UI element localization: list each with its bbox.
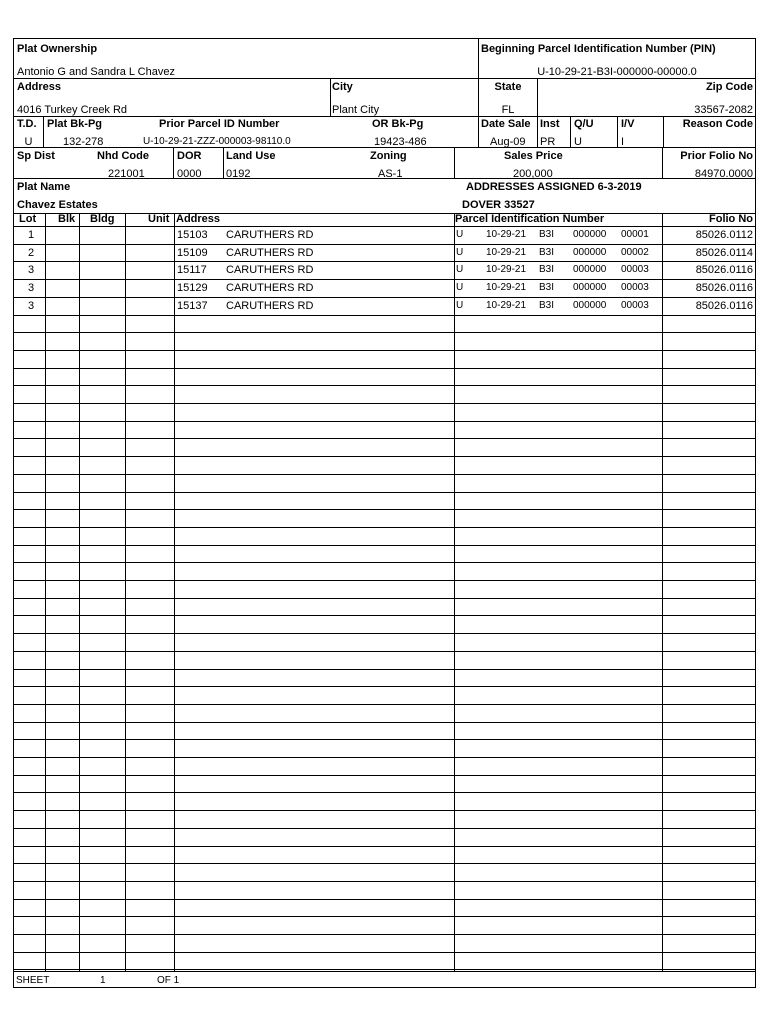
grid-row-line — [14, 881, 755, 882]
divider — [43, 116, 44, 147]
lot-cell: 3 — [28, 264, 35, 276]
sales-price-value: 200,000 — [513, 168, 553, 180]
grid-row-line — [14, 492, 755, 493]
table-row — [14, 264, 755, 278]
divider — [173, 147, 174, 178]
address-number-cell: 15137 — [177, 300, 208, 312]
zoning-value: AS-1 — [378, 168, 403, 180]
pin-sub-cell: B3I — [539, 300, 555, 311]
grid-row-line — [14, 704, 755, 705]
divider — [14, 116, 755, 117]
pin-lot-cell: 00001 — [621, 229, 649, 240]
grid-row-line — [14, 916, 755, 917]
plat-bkpg-label: Plat Bk-Pg — [47, 118, 103, 130]
grid-row-line — [14, 739, 755, 740]
grid-row-line — [14, 421, 755, 422]
pin-str-cell: 10-29-21 — [486, 282, 527, 293]
pin-str-cell: 10-29-21 — [486, 300, 527, 311]
beginning-pin-label: Beginning Parcel Identification Number (PIN) — [481, 43, 716, 55]
zip-value: 33567-2082 — [694, 104, 753, 116]
lot-header: Lot — [19, 213, 37, 225]
grid-row-line — [14, 244, 755, 245]
grid-row-line — [14, 651, 755, 652]
street-name-cell: CARUTHERS RD — [226, 247, 314, 259]
city-value: Plant City — [332, 104, 380, 116]
lot-cell: 2 — [28, 247, 35, 259]
grid-row-line — [14, 403, 755, 404]
lot-cell: 3 — [28, 300, 35, 312]
nhd-code-label: Nhd Code — [97, 150, 149, 162]
grid-row-line — [14, 474, 755, 475]
state-value: FL — [501, 104, 515, 116]
address-number-cell: 15129 — [177, 282, 208, 294]
inst-value: PR — [540, 136, 556, 148]
grid-row-line — [14, 775, 755, 776]
table-row — [14, 282, 755, 296]
prior-pin-label: Prior Parcel ID Number — [159, 118, 280, 130]
street-name-cell: CARUTHERS RD — [226, 282, 314, 294]
pin-block-cell: 000000 — [573, 229, 607, 240]
grid-row-line — [14, 633, 755, 634]
divider — [662, 147, 663, 178]
plat-ownership-label: Plat Ownership — [17, 43, 98, 55]
dover-zip: DOVER 33527 — [462, 199, 535, 211]
divider — [14, 971, 755, 972]
date-sale-value: Aug-09 — [490, 136, 526, 148]
grid-row-line — [14, 332, 755, 333]
divider — [537, 78, 538, 116]
prior-folio-label: Prior Folio No — [680, 150, 753, 162]
zoning-label: Zoning — [370, 150, 407, 162]
sheet-total: OF 1 — [157, 975, 180, 986]
pin-str-cell: 10-29-21 — [486, 229, 527, 240]
pin-sub-cell: B3I — [539, 247, 555, 258]
grid-row-line — [14, 438, 755, 439]
address-header: Address — [176, 213, 221, 225]
grid-row-line — [14, 580, 755, 581]
address-value: 4016 Turkey Creek Rd — [17, 104, 128, 116]
or-bkpg-label: OR Bk-Pg — [372, 118, 424, 130]
street-name-cell: CARUTHERS RD — [226, 300, 314, 312]
grid-row-line — [14, 279, 755, 280]
plat-bkpg-value: 132-278 — [63, 136, 104, 148]
divider — [330, 78, 331, 116]
bldg-header: Bldg — [90, 213, 115, 225]
parcel-grid — [14, 213, 755, 971]
prior-folio-value: 84970.0000 — [694, 168, 753, 180]
grid-column-line — [662, 213, 663, 971]
qu-value: U — [574, 136, 582, 148]
divider — [14, 78, 755, 79]
city-label: City — [332, 81, 353, 93]
owner-name: Antonio G and Sandra L Chavez — [17, 66, 175, 78]
td-label: T.D. — [17, 118, 37, 130]
prior-pin-value: U-10-29-21-ZZZ-000003-98110.0 — [143, 136, 291, 147]
blk-header: Blk — [58, 213, 76, 225]
beginning-pin: U-10-29-21-B3I-000000-00000.0 — [537, 66, 697, 78]
address-label: Address — [17, 81, 62, 93]
pin-lot-cell: 00002 — [621, 247, 649, 258]
plat-name-label: Plat Name — [17, 181, 71, 193]
pin-lot-cell: 00003 — [621, 264, 649, 275]
inst-label: Inst — [540, 118, 560, 130]
grid-row-line — [14, 562, 755, 563]
grid-row-line — [14, 952, 755, 953]
pin-str-cell: 10-29-21 — [486, 264, 527, 275]
pin-block-cell: 000000 — [573, 264, 607, 275]
or-bkpg-value: 19423-486 — [374, 136, 427, 148]
td-value: U — [24, 136, 33, 148]
pin-td-cell: U — [456, 247, 464, 258]
plat-name-value: Chavez Estates — [17, 199, 98, 211]
street-name-cell: CARUTHERS RD — [226, 264, 314, 276]
unit-header: Unit — [148, 213, 170, 225]
grid-row-line — [14, 509, 755, 510]
grid-row-line — [14, 368, 755, 369]
grid-row-line — [14, 297, 755, 298]
dor-value: 0000 — [177, 168, 202, 180]
divider — [537, 116, 538, 147]
grid-column-line — [125, 213, 126, 971]
address-number-cell: 15109 — [177, 247, 208, 259]
grid-row-line — [14, 261, 755, 262]
pin-str-cell: 10-29-21 — [486, 247, 527, 258]
address-number-cell: 15117 — [177, 264, 207, 276]
grid-column-line — [79, 213, 80, 971]
grid-row-line — [14, 828, 755, 829]
zip-label: Zip Code — [705, 81, 753, 93]
pin-block-cell: 000000 — [573, 247, 607, 258]
divider — [454, 147, 455, 178]
pin-sub-cell: B3I — [539, 229, 555, 240]
pin-td-cell: U — [456, 264, 464, 275]
grid-row-line — [14, 810, 755, 811]
grid-row-line — [14, 385, 755, 386]
grid-row-line — [14, 350, 755, 351]
pin-block-cell: 000000 — [573, 282, 607, 293]
folio-cell: 85026.0114 — [695, 247, 753, 259]
divider — [223, 147, 224, 178]
sheet-label: SHEET — [16, 975, 50, 986]
street-name-cell: CARUTHERS RD — [226, 229, 314, 241]
qu-label: Q/U — [574, 118, 594, 130]
grid-row-line — [14, 757, 755, 758]
pin-td-cell: U — [456, 282, 464, 293]
pin-sub-cell: B3I — [539, 264, 555, 275]
land-use-label: Land Use — [226, 150, 276, 162]
pin-header: Parcel Identification Number — [455, 213, 605, 225]
pin-lot-cell: 00003 — [621, 300, 649, 311]
land-use-value: 0192 — [226, 168, 251, 180]
folio-cell: 85026.0112 — [695, 229, 753, 241]
grid-row-line — [14, 669, 755, 670]
grid-row-line — [14, 792, 755, 793]
grid-row-line — [14, 456, 755, 457]
grid-row-line — [14, 969, 755, 970]
divider — [478, 116, 479, 147]
table-row — [14, 247, 755, 261]
grid-row-line — [14, 722, 755, 723]
dor-label: DOR — [177, 150, 202, 162]
grid-row-line — [14, 527, 755, 528]
reason-code-label: Reason Code — [682, 118, 753, 130]
grid-column-line — [174, 213, 175, 971]
grid-row-line — [14, 686, 755, 687]
table-row — [14, 300, 755, 314]
sales-price-label: Sales Price — [504, 150, 563, 162]
table-row — [14, 229, 755, 243]
grid-row-line — [14, 226, 755, 227]
sheet-number: 1 — [100, 975, 106, 986]
grid-column-line — [454, 213, 455, 971]
plat-ownership-form — [13, 38, 756, 988]
sp-dist-label: Sp Dist — [17, 150, 55, 162]
date-sale-label: Date Sale — [481, 118, 531, 130]
pin-lot-cell: 00003 — [621, 282, 649, 293]
grid-row-line — [14, 598, 755, 599]
folio-cell: 85026.0116 — [695, 300, 753, 312]
grid-row-line — [14, 545, 755, 546]
grid-row-line — [14, 863, 755, 864]
address-number-cell: 15103 — [177, 229, 208, 241]
folio-cell: 85026.0116 — [695, 282, 753, 294]
grid-row-line — [14, 846, 755, 847]
grid-column-line — [45, 213, 46, 971]
divider — [617, 116, 618, 147]
pin-block-cell: 000000 — [573, 300, 607, 311]
addresses-assigned: ADDRESSES ASSIGNED 6-3-2019 — [466, 181, 642, 193]
lot-cell: 1 — [28, 229, 35, 241]
pin-td-cell: U — [456, 300, 464, 311]
folio-header: Folio No — [709, 213, 753, 225]
pin-sub-cell: B3I — [539, 282, 555, 293]
iv-value: I — [621, 136, 625, 148]
nhd-code-value: 221001 — [108, 168, 145, 180]
grid-row-line — [14, 615, 755, 616]
iv-label: I/V — [621, 118, 635, 130]
grid-row-line — [14, 315, 755, 316]
grid-row-line — [14, 899, 755, 900]
pin-td-cell: U — [456, 229, 464, 240]
grid-row-line — [14, 934, 755, 935]
lot-cell: 3 — [28, 282, 35, 294]
folio-cell: 85026.0116 — [695, 264, 753, 276]
divider — [570, 116, 571, 147]
state-label: State — [494, 81, 522, 93]
